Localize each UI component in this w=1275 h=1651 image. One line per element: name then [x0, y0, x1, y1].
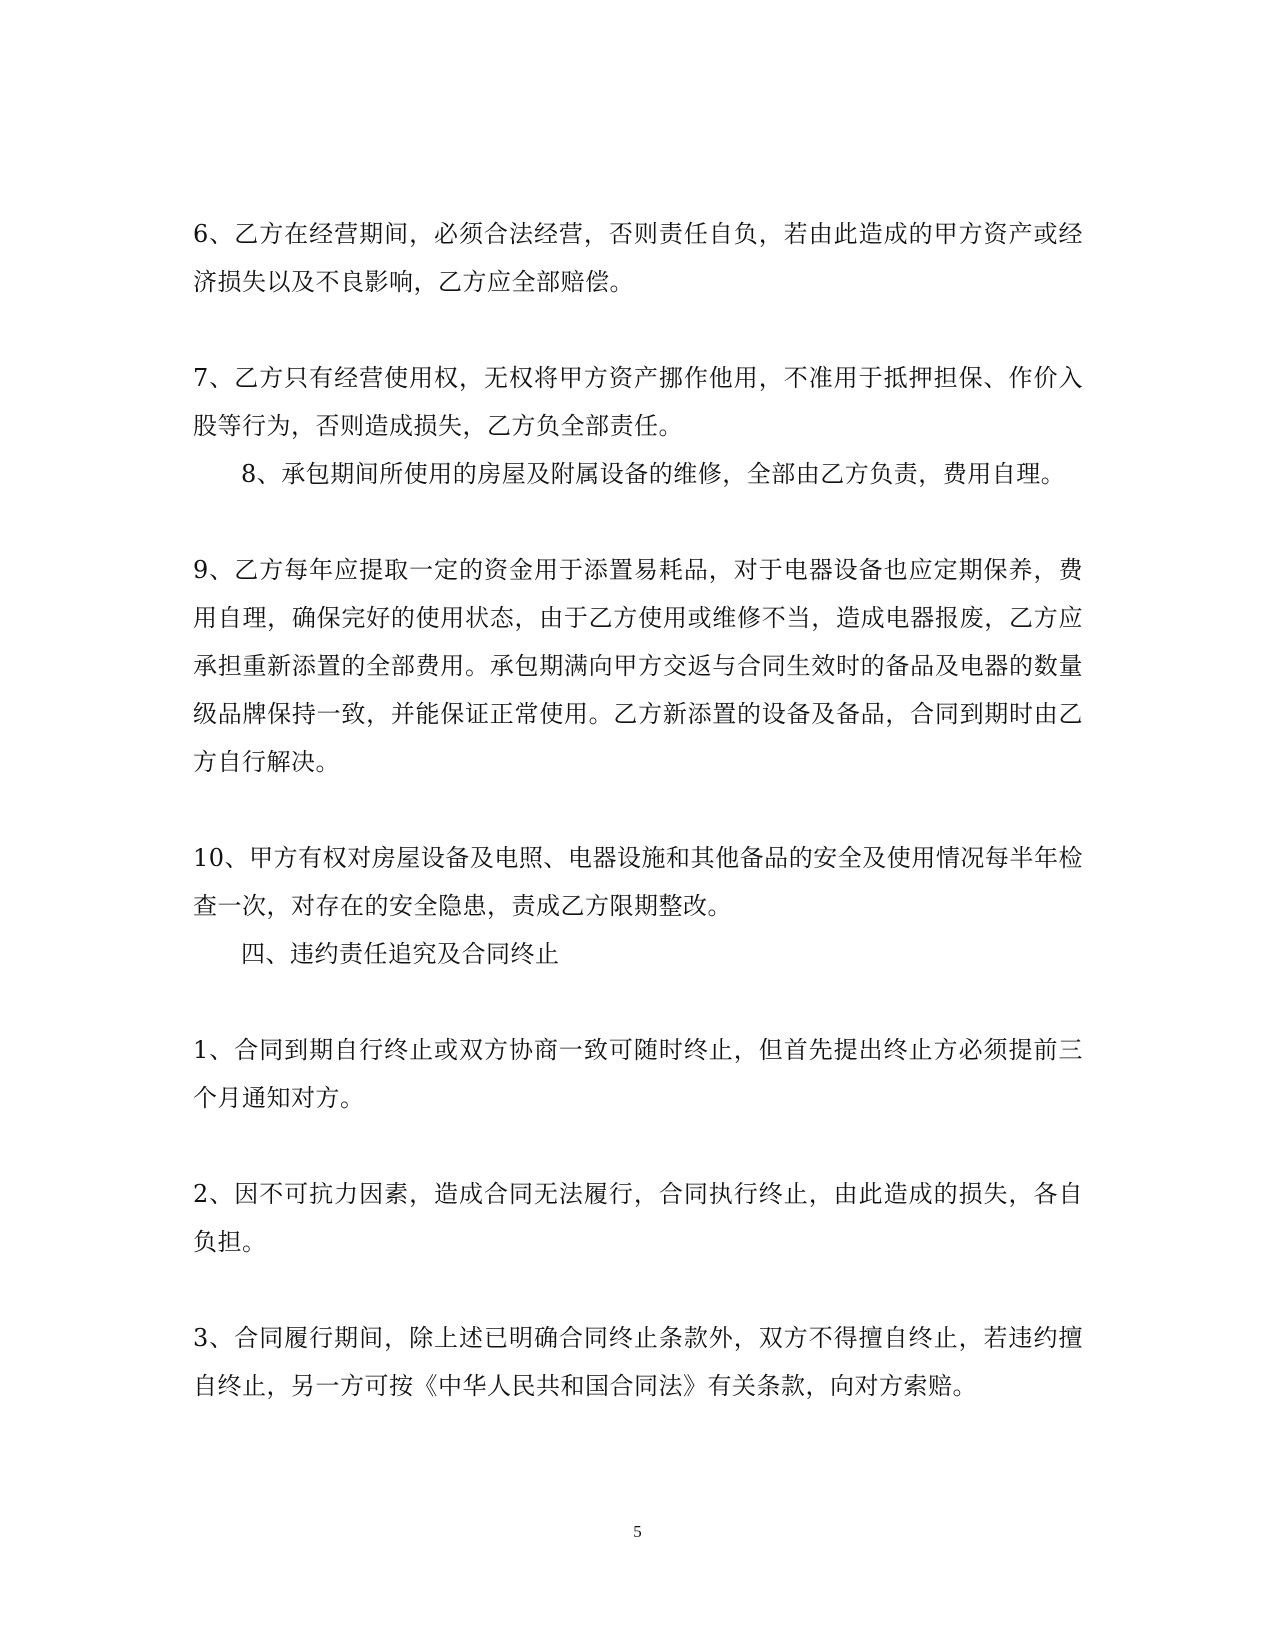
- section-heading-breach: 四、违约责任追究及合同终止: [241, 940, 560, 968]
- termination-clause-2: 2、因不可抗力因素，造成合同无法履行，合同执行终止，由此造成的损失，各自负担。: [193, 1180, 1083, 1256]
- clause-9: 9、乙方每年应提取一定的资金用于添置易耗品，对于电器设备也应定期保养，费用自理，确保完好的使用状态，由于乙方使用或维修不当，造成电器报废，乙方应承担重新添置的全部费用。承包期满向甲方交返与合同生效时的备品及电器的数量级品牌保持一致，并能保证正常使用。乙方新添置的设备及备品，合同到期时由乙方自行解决。: [193, 556, 1083, 776]
- clause-8: 8、承包期间所使用的房屋及附属设备的维修，全部由乙方负责，费用自理。: [241, 460, 1066, 488]
- termination-clause-1: 1、合同到期自行终止或双方协商一致可随时终止，但首先提出终止方必须提前三个月通知对方。: [193, 1036, 1083, 1112]
- clause-6: 6、乙方在经营期间，必须合法经营，否则责任自负，若由此造成的甲方资产或经济损失以及不良影响，乙方应全部赔偿。: [193, 220, 1083, 296]
- clause-10: 10、甲方有权对房屋设备及电照、电器设施和其他备品的安全及使用情况每半年检查一次，对存在的安全隐患，责成乙方限期整改。: [193, 844, 1083, 920]
- page-number: 5: [633, 1522, 642, 1541]
- termination-clause-3: 3、合同履行期间，除上述已明确合同终止条款外，双方不得擅自终止，若违约擅自终止，另一方可按《中华人民共和国合同法》有关条款，向对方索赔。: [193, 1324, 1083, 1400]
- document-body: [193, 210, 1083, 1410]
- clause-7: 7、乙方只有经营使用权，无权将甲方资产挪作他用，不准用于抵押担保、作价入股等行为，否则造成损失，乙方负全部责任。: [193, 364, 1083, 440]
